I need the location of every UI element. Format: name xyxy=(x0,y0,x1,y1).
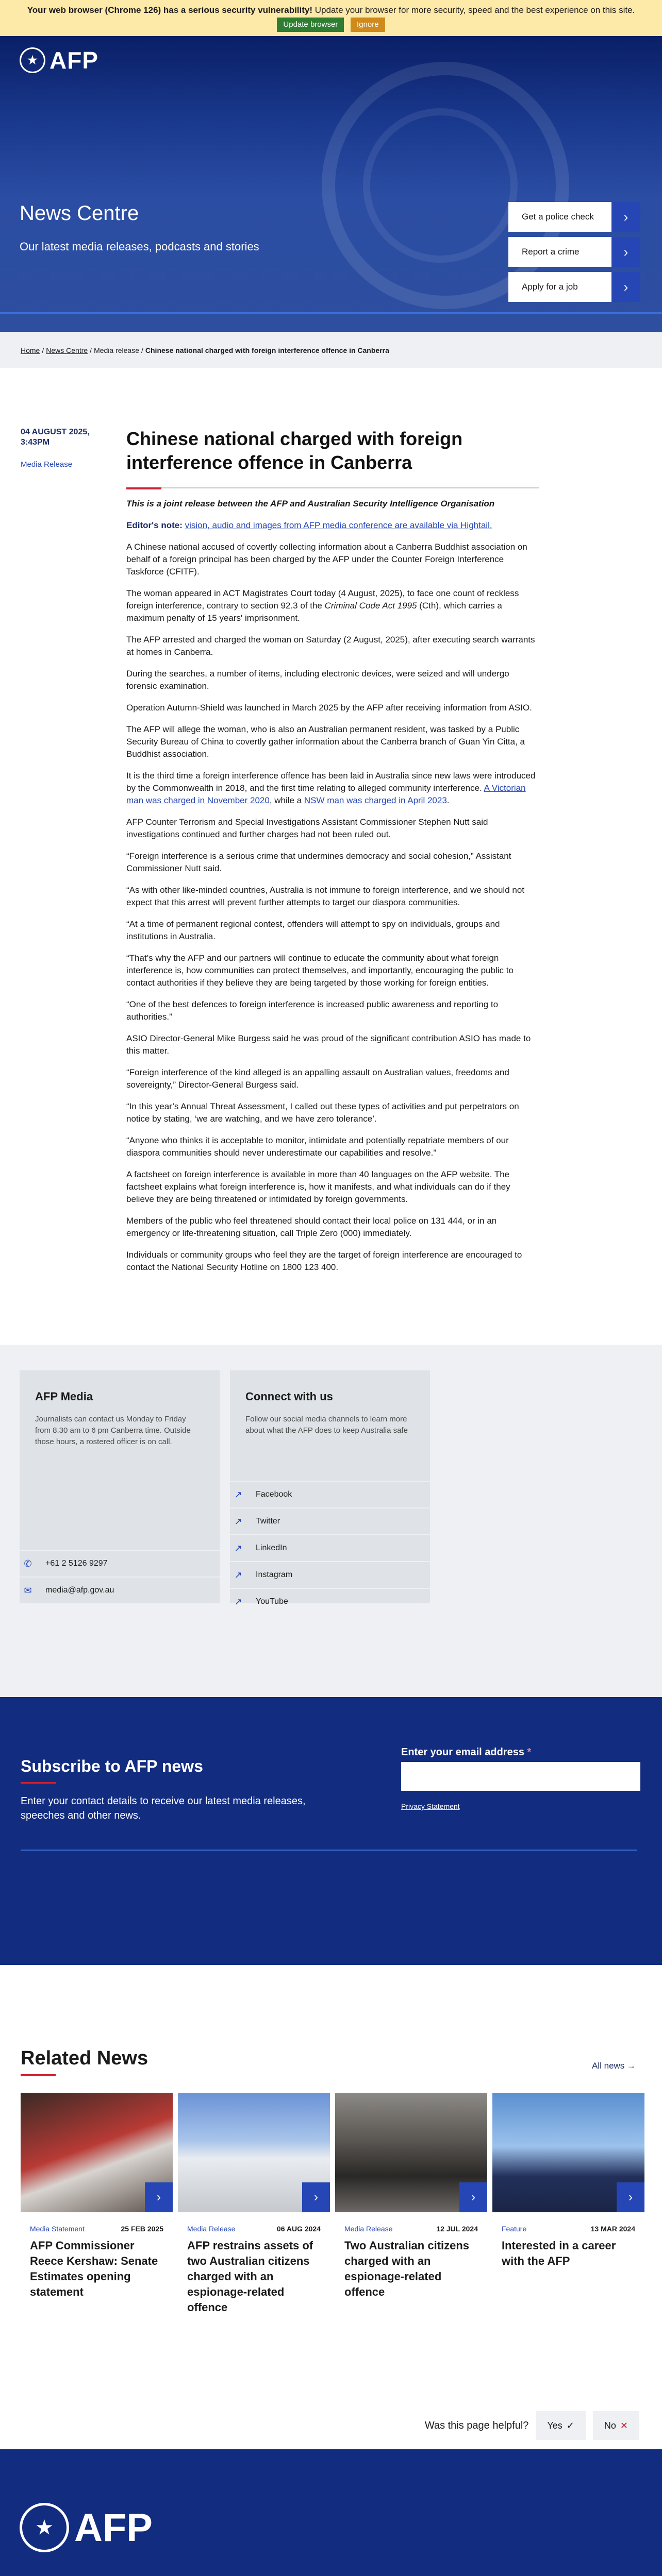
social-label: Facebook xyxy=(256,1490,292,1499)
joint-release-note: This is a joint release between the AFP and Australian Security Intelligence Organisation xyxy=(126,499,495,509)
editor-note-link[interactable]: vision, audio and images from AFP media conference are available via Hightail. xyxy=(185,520,492,530)
news-card-type: Feature xyxy=(502,2225,527,2233)
editor-note-label: Editor's note: xyxy=(126,520,183,530)
social-label: Instagram xyxy=(256,1570,293,1579)
paragraph: A factsheet on foreign interference is available in more than 40 languages on the AFP website. The factsheet explains what foreign interference is, how it manifests, and what individuals can do if they believe they are being threatened or intimidated by foreign governments. xyxy=(126,1170,510,1204)
social-label: YouTube xyxy=(256,1597,288,1606)
feedback-no-button[interactable] xyxy=(593,2411,639,2440)
external-link-icon: ↗ xyxy=(234,1596,242,1607)
text: , while a xyxy=(269,795,304,805)
news-card-title: AFP Commissioner Reece Kershaw: Senate Estimates opening statement xyxy=(30,2239,158,2298)
chevron-right-icon: › xyxy=(145,2182,173,2212)
phone-link[interactable] xyxy=(20,1550,220,1577)
text: It is the third time a foreign interference offence has been laid in Australia since new laws were introduced by the Commonwealth in 2018, and the first time relating to alleged community interference. xyxy=(126,771,536,793)
quick-link-police-check[interactable] xyxy=(508,202,640,232)
related-title: Related News xyxy=(21,2047,148,2069)
warning-bold-text: Your web browser (Chrome 126) has a serious security vulnerability! xyxy=(27,5,313,15)
external-link-icon: ↗ xyxy=(234,1543,242,1553)
warning-text: Update your browser for more security, speed and the best experience on this site. xyxy=(312,5,635,15)
email-field-label xyxy=(401,1747,531,1758)
paragraph: The AFP will allege the woman, who is also an Australian permanent resident, was tasked by a Public Security Bureau of China to covertly gather information about the Canberra branch of Guan Yin Citta, a Buddhist association. xyxy=(126,724,525,759)
paragraph: “Anyone who thinks it is acceptable to monitor, intimidate and potentially repatriate members of our diaspora communities should never underestimate our capabilities and resolve.” xyxy=(126,1136,509,1158)
check-icon: ✓ xyxy=(566,2420,574,2431)
quick-link-report-crime[interactable] xyxy=(508,237,640,267)
close-icon: ✕ xyxy=(620,2420,628,2431)
related-accent xyxy=(21,2074,56,2076)
paragraph: During the searches, a number of items, including electronic devices, were seized and will undergo forensic examination. xyxy=(126,669,509,691)
privacy-statement-link[interactable]: Privacy Statement xyxy=(401,1802,460,1810)
external-link-icon: ↗ xyxy=(234,1516,242,1527)
breadcrumb-news-centre[interactable]: News Centre xyxy=(46,346,88,354)
news-card-date: 25 FEB 2025 xyxy=(121,2225,163,2233)
media-desc: Journalists can contact us Monday to Friday from 8.30 am to 6 pm Canberra time. Outside those hours, a rostered officer is on call. xyxy=(35,1415,191,1446)
text: The woman appeared in ACT Magistrates Court today (4 August, 2025), to face one count of reckless foreign interference, contrary to section 92.3 of the xyxy=(126,588,519,611)
social-label: LinkedIn xyxy=(256,1544,287,1552)
page-subtitle: Our latest media releases, podcasts and stories xyxy=(20,240,259,253)
article-type[interactable]: Media Release xyxy=(21,460,73,469)
media-title: AFP Media xyxy=(35,1390,93,1403)
paragraph: Members of the public who feel threatened should contact their local police on 131 444, or in an emergency or life-threatening situation, call Triple Zero (000) immediately. xyxy=(126,1216,497,1238)
news-card-title: AFP restrains assets of two Australian citizens charged with an espionage-related offence xyxy=(187,2239,313,2314)
all-news-link[interactable] xyxy=(592,2061,636,2071)
title-divider xyxy=(126,487,539,488)
footer-logo-text: AFP xyxy=(74,2505,153,2550)
required-mark: * xyxy=(527,1747,532,1758)
connect-title: Connect with us xyxy=(245,1390,333,1403)
decorative-globe-inner xyxy=(363,108,518,263)
no-label: No xyxy=(604,2420,616,2431)
news-card[interactable] xyxy=(178,2093,330,2314)
subscribe-title: Subscribe to AFP news xyxy=(21,1757,203,1775)
news-card-title: Interested in a career with the AFP xyxy=(502,2239,616,2267)
feedback-yes-button[interactable] xyxy=(536,2411,585,2440)
paragraph: Individuals or community groups who feel they are the target of foreign interference are encouraged to contact the National Security Hotline on 1800 123 400. xyxy=(126,1250,522,1272)
external-link-icon: ↗ xyxy=(234,1489,242,1500)
breadcrumb-separator: / xyxy=(141,346,143,354)
article-date: 04 AUGUST 2025, 3:43PM xyxy=(21,428,90,447)
subscribe-section xyxy=(0,1697,662,1965)
breadcrumb xyxy=(0,332,662,368)
external-link-icon: ↗ xyxy=(234,1569,242,1580)
browser-warning-banner xyxy=(0,0,662,36)
email-link[interactable] xyxy=(20,1577,220,1603)
news-card[interactable] xyxy=(492,2093,644,2283)
quick-link-label: Get a police check xyxy=(522,212,594,222)
subscribe-divider xyxy=(21,1850,637,1851)
afp-logo[interactable] xyxy=(20,46,98,74)
news-card-image xyxy=(492,2093,644,2212)
news-card-date: 13 MAR 2024 xyxy=(590,2225,635,2233)
yes-label: Yes xyxy=(547,2420,562,2431)
news-card-type: Media Statement xyxy=(30,2225,85,2233)
paragraph: “Foreign interference of the kind alleged is an appalling assault on Australian values, freedoms and sovereignty,” Director-General Burgess said. xyxy=(126,1067,509,1090)
afp-media-box xyxy=(20,1370,220,1603)
social-list xyxy=(230,1481,430,1615)
ignore-button[interactable]: Ignore xyxy=(351,18,385,32)
chevron-right-icon: › xyxy=(611,272,640,302)
paragraph xyxy=(126,587,539,624)
paragraph: “Foreign interference is a serious crime that undermines democracy and social cohesion,” Assistant Commissioner Nutt said. xyxy=(126,851,511,873)
nsw-man-link[interactable]: NSW man was charged in April 2023 xyxy=(304,795,447,805)
afp-seal-icon: ★ xyxy=(20,47,45,73)
paragraph: “At a time of permanent regional contest, offenders will attempt to spy on individuals, groups and institutions in Australia. xyxy=(126,919,500,941)
news-card-title: Two Australian citizens charged with an espionage-related offence xyxy=(344,2239,470,2298)
contacts-section xyxy=(0,1345,662,1697)
email-field[interactable] xyxy=(401,1762,640,1791)
phone-icon: ✆ xyxy=(24,1558,32,1569)
afp-seal-icon: ★ xyxy=(20,2503,69,2552)
breadcrumb-current: Chinese national charged with foreign interference offence in Canberra xyxy=(145,346,389,354)
news-card-image xyxy=(21,2093,173,2212)
paragraph: “In this year’s Annual Threat Assessment, I called out these types of activities and put perpetrators on notice by stating, ‘we are watching, and we have zero tolerance’. xyxy=(126,1101,519,1124)
news-card[interactable] xyxy=(335,2093,487,2298)
site-footer xyxy=(0,2449,662,2576)
chevron-right-icon: › xyxy=(302,2182,330,2212)
arrow-right-icon: → xyxy=(627,2061,636,2071)
feedback-question: Was this page helpful? xyxy=(424,2419,529,2431)
article-meta xyxy=(21,427,103,469)
paragraph: AFP Counter Terrorism and Special Investigations Assistant Commissioner Stephen Nutt said investigations continued and further charges had not been ruled out. xyxy=(126,817,488,839)
chevron-right-icon: › xyxy=(459,2182,487,2212)
quick-links xyxy=(508,202,640,307)
hero-stripe xyxy=(0,312,662,314)
email-icon: ✉ xyxy=(24,1585,32,1596)
feedback-widget xyxy=(425,2411,639,2440)
hero-banner xyxy=(0,36,662,332)
breadcrumb-home[interactable]: Home xyxy=(21,346,40,354)
related-cards xyxy=(21,2093,644,2314)
email-label: media@afp.gov.au xyxy=(45,1586,114,1595)
social-link-twitter[interactable] xyxy=(230,1507,430,1534)
chevron-right-icon: › xyxy=(611,237,640,267)
subscribe-accent xyxy=(21,1782,56,1784)
breadcrumb-media-release: Media release xyxy=(94,346,139,354)
quick-link-label: Apply for a job xyxy=(522,282,578,292)
paragraph: “That’s why the AFP and our partners will continue to educate the community about what foreign interference is, how communities can protect themselves, and importantly, encouraging the public to contact authorities if they believe they are being targeted by those working for foreign entities. xyxy=(126,953,514,988)
paragraph: “As with other like-minded countries, Australia is not immune to foreign interference, and we should not expect that this arrest will prevent further attempts to target our diaspora communities. xyxy=(126,885,525,907)
paragraph xyxy=(126,770,539,807)
news-card-image xyxy=(335,2093,487,2212)
paragraph: “One of the best defences to foreign interference is increased public awareness and reporting to authorities.” xyxy=(126,999,499,1022)
article-title: Chinese national charged with foreign interference offence in Canberra xyxy=(126,428,463,473)
news-card-date: 06 AUG 2024 xyxy=(276,2225,321,2233)
news-card[interactable] xyxy=(21,2093,173,2298)
connect-box xyxy=(230,1370,430,1607)
article-body xyxy=(126,427,539,1274)
news-card-date: 12 JUL 2024 xyxy=(436,2225,478,2233)
all-news-label: All news xyxy=(592,2061,625,2071)
chevron-right-icon: › xyxy=(611,202,640,232)
page-title: News Centre xyxy=(20,202,139,225)
logo-text: AFP xyxy=(49,47,98,74)
phone-label: +61 2 5126 9297 xyxy=(45,1559,108,1568)
subscribe-desc: Enter your contact details to receive our latest media releases, speeches and other news. xyxy=(21,1795,306,1821)
update-browser-button[interactable]: Update browser xyxy=(277,18,344,32)
chevron-right-icon: › xyxy=(617,2182,644,2212)
news-card-image xyxy=(178,2093,330,2212)
paragraph: A Chinese national accused of covertly collecting information about a Canberra Buddhist association on behalf of a foreign principal has been charged by the AFP under the Counter Foreign Interference Taskforce (CFITF). xyxy=(126,542,527,577)
social-label: Twitter xyxy=(256,1517,280,1526)
paragraph: ASIO Director-General Mike Burgess said he was proud of the significant contribution ASIO has made to this matter. xyxy=(126,1033,531,1056)
news-card-type: Media Release xyxy=(344,2225,393,2233)
social-link-linkedin[interactable] xyxy=(230,1534,430,1561)
quick-link-label: Report a crime xyxy=(522,247,580,257)
article xyxy=(0,368,662,1274)
connect-desc: Follow our social media channels to learn more about what the AFP does to keep Australia safe xyxy=(245,1415,408,1435)
social-link-youtube[interactable] xyxy=(230,1588,430,1615)
breadcrumb-separator: / xyxy=(42,346,44,354)
text: (Cth), which carries a maximum penalty of 15 years' imprisonment. xyxy=(126,601,502,623)
text: . xyxy=(446,795,450,805)
social-link-facebook[interactable] xyxy=(230,1481,430,1507)
paragraph: The AFP arrested and charged the woman on Saturday (2 August, 2025), after executing search warrants at homes in Canberra. xyxy=(126,635,535,657)
news-card-type: Media Release xyxy=(187,2225,236,2233)
related-news-section xyxy=(0,1965,662,2449)
social-link-instagram[interactable] xyxy=(230,1561,430,1588)
paragraph: Operation Autumn-Shield was launched in March 2025 by the AFP after receiving information from ASIO. xyxy=(126,703,532,713)
victorian-man-link[interactable]: A Victorian man was charged in November 2020 xyxy=(126,783,526,805)
email-label-text: Enter your email address xyxy=(401,1747,524,1758)
quick-link-apply-job[interactable] xyxy=(508,272,640,302)
act-name: Criminal Code Act 1995 xyxy=(324,601,417,611)
footer-logo[interactable] xyxy=(20,2503,153,2552)
breadcrumb-separator: / xyxy=(90,346,92,354)
